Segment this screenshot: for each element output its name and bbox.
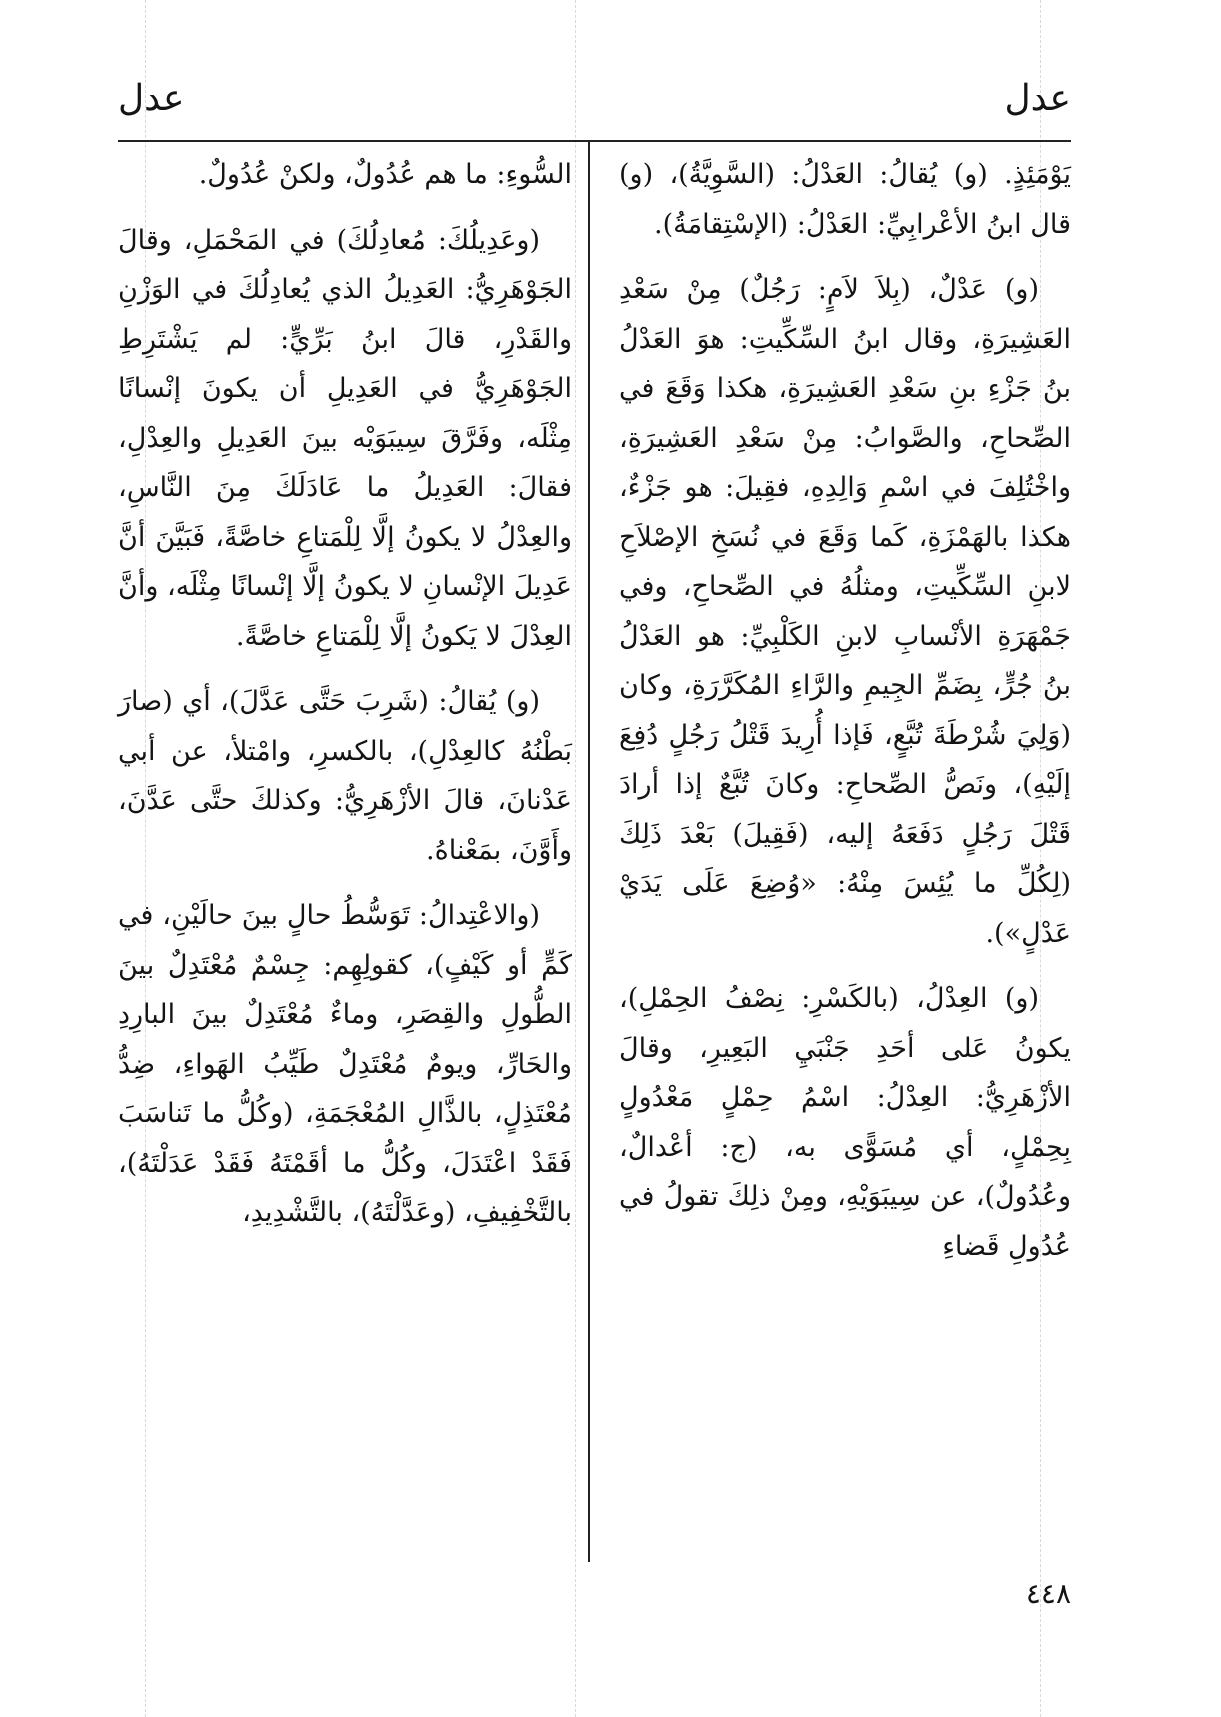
entry-paragraph: (وعَدِيلُكَ: مُعادِلُكَ) في المَحْمَلِ، وقالَ الجَوْهَرِيُّ: العَدِيلُ الذي يُعادِلُكَ في الوَزْنِ والقَدْرِ، قالَ ابنُ بَرِّيٍّ: لم يَشْتَرِطِ الجَوْهَرِيُّ في العَدِيلِ أن يكونَ إنْسانًا مِثْلَه، وفَرَّقَ سِيبَوَيْه بينَ العَدِيلِ والعِدْلِ، فقالَ: العَدِيلُ ما عَادَلَكَ مِنَ النَّاسِ، والعِدْلُ لا يكونُ إلَّا لِلْمَتاعِ خاصَّةً، فَبَيَّنَ أنَّ عَدِيلَ الإنْسانِ لا يكونُ إلَّا إنْسانًا مِثْلَه، وأنَّ العِدْلَ لا يَكونُ إلَّا لِلْمَتاعِ خاصَّةً.	[118, 224, 572, 652]
running-header-right: عدل	[1004, 78, 1071, 119]
entry-paragraph: (و) العِدْلُ، (بالكَسْرِ: نِصْفُ الحِمْلِ)، يكونُ عَلى أحَدِ جَنْبَيِ البَعِيرِ، وقالَ الأزْهَرِيُّ: العِدْلُ: اسْمُ حِمْلٍ مَعْدُولٍ بِحِمْلٍ، أي مُسَوًّى به، (ج: أعْدالٌ، وعُدُولٌ)، عن سِيبَوَيْهِ، ومِنْ ذلِكَ تقولُ في عُدُولِ قَضاءِ	[619, 983, 1071, 1262]
page-number: ٤٤٨	[1025, 1577, 1071, 1610]
entry-paragraph: يَوْمَئِذٍ. (و) يُقالُ: العَدْلُ: (السَّوِيَّةُ)، (و) قال ابنُ الأعْرابِيِّ: العَدْلُ: (الإسْتِقامَةُ).	[619, 159, 1071, 240]
column-divider	[588, 142, 590, 1562]
right-column	[619, 150, 1071, 1271]
header-rule	[118, 140, 1071, 142]
entry-paragraph: السُّوءِ: ما هم عُدُولٌ، ولكنْ عُدُولٌ.	[198, 159, 572, 190]
entry-paragraph: (والاعْتِدالُ: تَوَسُّطُ حالٍ بينَ حالَيْنِ، في كَمٍّ أو كَيْفٍ)، كقولِهِم: جِسْمٌ مُعْتَدِلٌ بينَ الطُّولِ والقِصَرِ، وماءٌ مُعْتَدِلٌ بينَ البارِدِ والحَارِّ، ويومٌ مُعْتَدِلٌ طَيِّبُ الهَواءِ، ضِدُّ مُعْتَذِلٍ، بالذَّالِ المُعْجَمَةِ، (وكُلُّ ما تَناسَبَ فَقَدْ اعْتَدَلَ، وكُلُّ ما أقَمْتَهُ فَقَدْ عَدَلْتَهُ)، بالتَّخْفِيفِ، (وعَدَّلْتَهُ)، بالتَّشْدِيدِ،	[118, 900, 572, 1228]
scan-guide-line	[575, 0, 576, 1717]
entry-paragraph: (و) يُقالُ: (شَرِبَ حَتَّى عَدَّلَ)، أي (صارَ بَطْنُهُ كالعِدْلِ)، بالكسرِ، وامْتلأ، عن أبي عَدْنانَ، قالَ الأزْهَرِيُّ: وكذلكَ حتَّى عَدَّنَ، وأَوَّنَ، بمَعْناهُ.	[118, 686, 572, 866]
entry-paragraph: (و) عَدْلٌ، (بِلاَ لاَمٍ: رَجُلٌ) مِنْ سَعْدِ العَشِيرَةِ، وقال ابنُ السِّكِّيتِ: هوَ العَدْلُ بنُ جَزْءِ بنِ سَعْدِ العَشِيرَةِ، هكذا وَقَعَ في الصِّحاحِ، والصَّوابُ: مِنْ سَعْدِ العَشِيرَةِ، واخْتُلِفَ في اسْمِ وَالِدِهِ، فقِيلَ: هو جَزْءٌ، هكذا بالهَمْزَةِ، كَما وَقَعَ في نُسَخِ الإصْلاَحِ لابنِ السِّكِّيتِ، ومثلُهُ في الصِّحاحِ، وفي جَمْهَرَةِ الأنْسابِ لابنِ الكَلْبِيِّ: هو العَدْلُ بنُ جُرٍّ، بِضَمِّ الجِيمِ والرَّاءِ المُكَرَّرَةِ، وكان (وَلِيَ شُرْطَةَ تُبَّعٍ، فَإذا أُرِيدَ قَتْلُ رَجُلٍ دُفِعَ إلَيْهِ)، ونَصُّ الصِّحاحِ: وكانَ تُبَّعٌ إذا أرادَ قَتْلَ رَجُلٍ دَفَعَهُ إليه، (فَقِيلَ) بَعْدَ ذَلِكَ (لِكُلِّ ما يُئِسَ مِنْهُ: «وُضِعَ عَلَى يَدَيْ عَدْلٍ»).	[619, 274, 1071, 949]
left-column	[118, 150, 572, 1238]
running-header-left: عدل	[118, 78, 185, 119]
